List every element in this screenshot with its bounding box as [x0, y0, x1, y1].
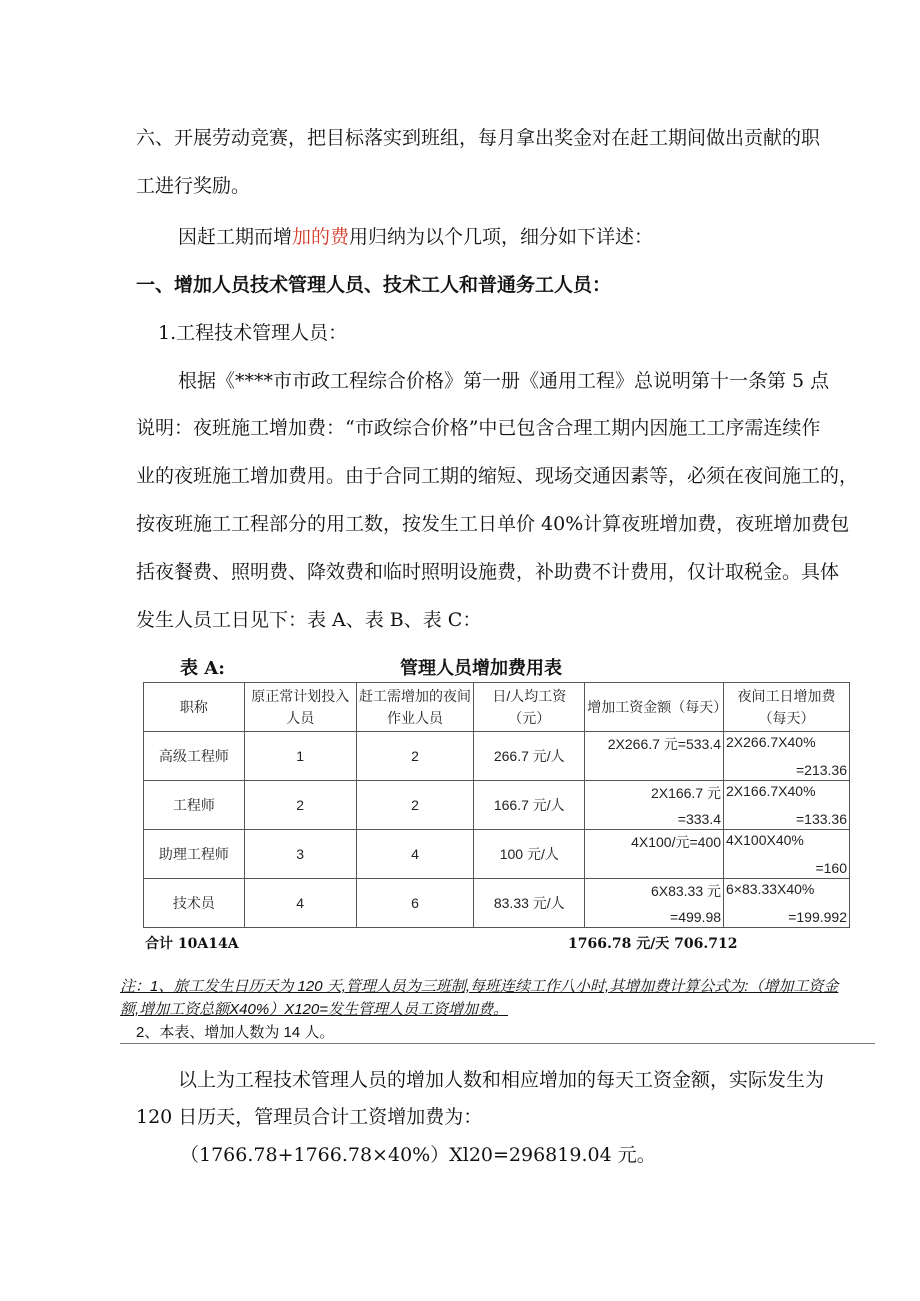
table-row: [144, 879, 850, 928]
paragraph-line: 业的夜班施工增加费用。由于合同工期的缩短、现场交通因素等，必须在夜间施工的，: [136, 465, 859, 487]
cell-increase: [585, 830, 724, 879]
table-row: [144, 781, 850, 830]
column-header: 赶工需增加的夜间作业人员: [356, 683, 474, 732]
cell-added: 2: [356, 732, 474, 781]
increase-line: 6X83.33 元: [650, 883, 722, 899]
cell-increase: [585, 732, 724, 781]
cell-planned: 2: [244, 781, 356, 830]
night-line: 4X100X40%: [726, 832, 804, 848]
note-line: 额,增加工资总额X40%）X120=发生管理人员工资增加费。: [120, 1001, 508, 1018]
cell-wage: 83.33 元/人: [474, 879, 585, 928]
increase-line: 2X266.7 元=533.4: [607, 736, 722, 752]
cell-night: [724, 879, 850, 928]
table-row: [144, 732, 850, 781]
table-title: 管理人员增加费用表: [400, 658, 562, 679]
section-heading: 一、增加人员技术管理人员、技术工人和普通务工人员：: [136, 274, 612, 296]
night-line: =199.992: [788, 909, 847, 925]
paragraph-line: 工进行奖励。: [136, 175, 251, 197]
cell-increase: [585, 879, 724, 928]
table-label: 表 A:: [180, 658, 225, 679]
cell-title: 高级工程师: [144, 732, 245, 781]
cell-title: 工程师: [144, 781, 245, 830]
divider: [120, 1043, 875, 1044]
cell-night: [724, 781, 850, 830]
cell-night: [724, 830, 850, 879]
cell-planned: 3: [244, 830, 356, 879]
cell-night: [724, 732, 850, 781]
cell-added: 4: [356, 830, 474, 879]
night-line: 2X266.7X40%: [726, 734, 816, 750]
highlighted-text: 加的费: [292, 226, 350, 248]
cell-wage: 100 元/人: [474, 830, 585, 879]
note-line: 2、本表、增加人数为 14 人。: [136, 1024, 335, 1041]
cell-added: 2: [356, 781, 474, 830]
column-header: 原正常计划投入人员: [244, 683, 356, 732]
text: 用归纳为以个几项，细分如下详述：: [349, 226, 654, 248]
paragraph-line: 说明：夜班施工增加费：“市政综合价格”中已包含合理工期内因施工工序需连续作: [136, 417, 821, 439]
cell-increase: [585, 781, 724, 830]
paragraph-line: 以上为工程技术管理人员的增加人数和相应增加的每天工资金额，实际发生为: [178, 1069, 825, 1091]
paragraph-line: [178, 225, 653, 249]
night-line: =213.36: [796, 762, 847, 778]
paragraph-line: 括夜餐费、照明费、降效费和临时照明设施费，补助费不计费用，仅计取税金。具体: [136, 561, 840, 583]
night-line: =133.36: [796, 811, 847, 827]
text: 因赶工期而增: [178, 226, 293, 248]
total-label: 合计 10A14A: [145, 936, 239, 952]
subsection-heading: 1.工程技术管理人员：: [158, 322, 348, 344]
paragraph-line: 根据《****市市政工程综合价格》第一册《通用工程》总说明第十一条第 5 点: [178, 370, 830, 392]
paragraph-line: 六、开展劳动竞赛，把目标落实到班组，每月拿出奖金对在赶工期间做出贡献的职: [136, 127, 821, 149]
cell-added: 6: [356, 879, 474, 928]
column-header: 增加工资金额（每天）: [585, 683, 724, 732]
paragraph-line: 发生人员工日见下：表 A、表 B、表 C：: [136, 609, 482, 631]
increase-line: =499.98: [670, 909, 722, 925]
cell-wage: 266.7 元/人: [474, 732, 585, 781]
cell-title: 助理工程师: [144, 830, 245, 879]
table-row: [144, 830, 850, 879]
night-line: 6×83.33X40%: [726, 881, 815, 897]
note-line: 注：1、旅工发生日历天为 120 天,管理人员为三班制,每班连续工作八小时,其增加费计算公式为:（增加工资金: [120, 978, 839, 995]
increase-line: =333.4: [677, 811, 722, 827]
cell-planned: 1: [244, 732, 356, 781]
paragraph-line: 按夜班施工工程部分的用工数，按发生工日单价 40%计算夜班增加费，夜班增加费包: [136, 513, 850, 535]
column-header: 职称: [144, 683, 245, 732]
paragraph-line: 120 日历天，管理员合计工资增加费为：: [136, 1106, 483, 1128]
increase-line: 2X166.7 元: [650, 785, 722, 801]
night-line: =160: [815, 860, 847, 876]
table-header-row: [144, 683, 850, 732]
column-header: 日/人均工资（元）: [474, 683, 585, 732]
total-values: 1766.78 元/天 706.712: [568, 936, 738, 952]
cost-table: [143, 682, 850, 928]
formula-line: （1766.78+1766.78×40%）Xl20=296819.04 元。: [180, 1144, 656, 1166]
increase-line: 4X100/元=400: [631, 834, 722, 850]
cell-planned: 4: [244, 879, 356, 928]
cell-title: 技术员: [144, 879, 245, 928]
column-header: 夜间工日增加费（每天）: [724, 683, 850, 732]
night-line: 2X166.7X40%: [726, 783, 816, 799]
cell-wage: 166.7 元/人: [474, 781, 585, 830]
